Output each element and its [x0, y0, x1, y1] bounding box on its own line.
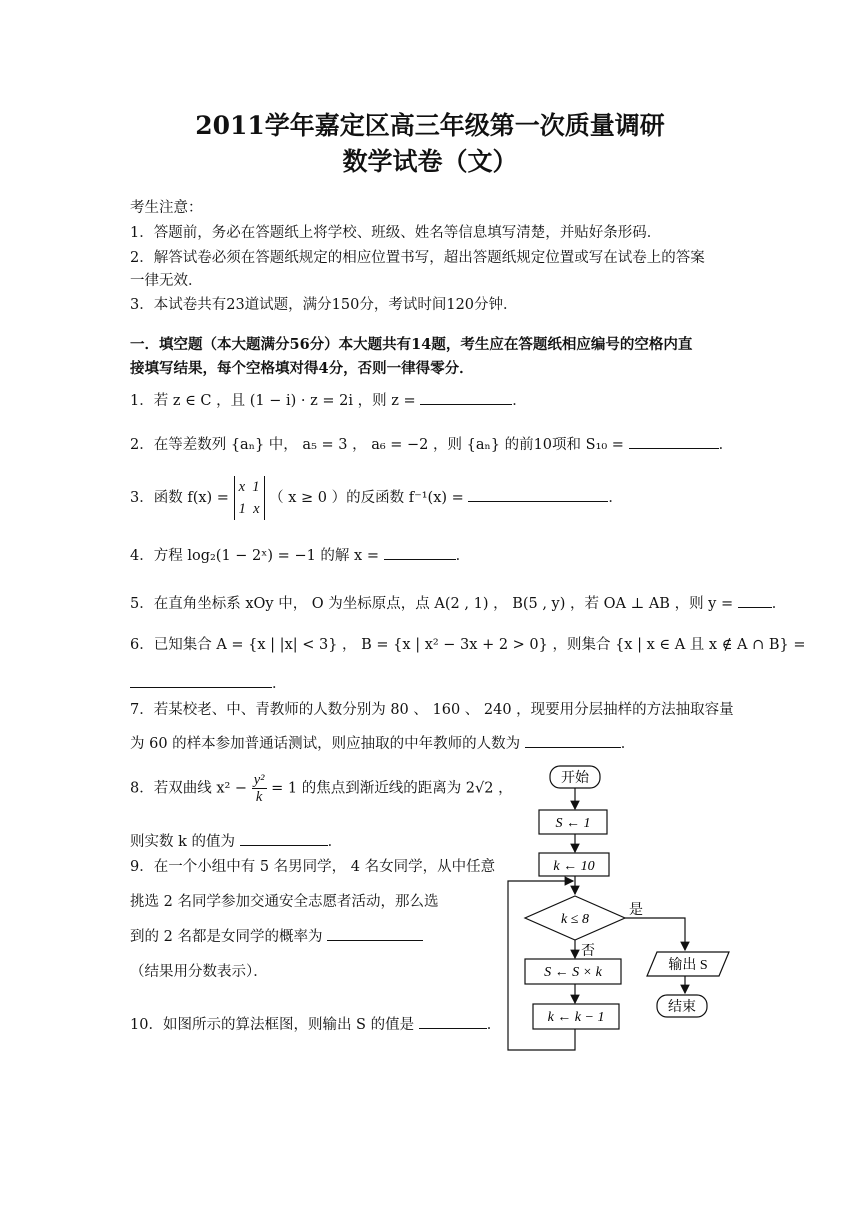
question-8-text-b: = 1 的焦点到渐近线的距离为 2√2 ，: [271, 780, 513, 797]
question-9: 9．在一个小组中有 5 名男同学， 4 名女同学，从中任意: [130, 859, 496, 875]
question-3-text-a: 3．函数 f(x) =: [130, 490, 229, 506]
question-10: 10．如图所示的算法框图，则输出 S 的值是 ．: [130, 1013, 501, 1034]
flowchart-output-label: 输出 S: [668, 958, 708, 973]
notice-item-1: 1．答题前，务必在答题纸上将学校、班级、姓名等信息填写清楚，并贴好条形码．: [130, 225, 662, 241]
question-3-text-b: （ x ≥ 0 ）的反函数 f⁻¹(x) =: [269, 490, 464, 506]
question-8-cont: 则实数 k 的值为 ．: [130, 830, 342, 851]
question-9-text: 到的 2 名都是女同学的概率为: [130, 929, 323, 945]
question-4: 4．方程 log₂(1 − 2ˣ) = −1 的解 x = ．: [130, 544, 470, 565]
flowchart-condition-label: k ≤ 8: [561, 912, 589, 927]
flowchart-step1-label: S ← S × k: [544, 965, 602, 980]
answer-blank-1: [420, 390, 512, 405]
determinant-row-2: 1 x: [238, 501, 260, 517]
question-7-cont: 为 60 的样本参加普通话测试，则应抽取的中年教师的人数为 ．: [130, 732, 635, 753]
question-2: 2．在等差数列 {aₙ} 中， a₅ = 3 ， a₆ = −2 ，则 {aₙ} 的前10项和 S₁₀ = ．: [130, 433, 733, 454]
question-9-line-2: 挑选 2 名同学参加交通安全志愿者活动，那么选: [130, 894, 439, 910]
flowchart-no-label: 否: [581, 944, 595, 959]
question-5: 5．在直角坐标系 xOy 中， O 为坐标原点，点 A(2 , 1) ， B(5 , y) ，若 OA ⊥ AB ，则 y = ．: [130, 592, 786, 613]
question-9-line-4: （结果用分数表示）．: [130, 964, 268, 980]
question-3: 3．函数 f(x) = x 1 1 x （ x ≥ 0 ）的反函数 f⁻¹(x) = ．: [130, 476, 623, 520]
question-6-answer: ．: [130, 672, 287, 693]
page-subtitle: 数学试卷（文）: [342, 147, 518, 176]
notice-item-3: 3．本试卷共有23道试题，满分150分，考试时间120分钟．: [130, 297, 518, 313]
question-2-text: 2．在等差数列 {aₙ} 中， a₅ = 3 ， a₆ = −2 ，则 {aₙ} 的前10项和 S₁₀ =: [130, 437, 624, 453]
question-9-line-3: [130, 925, 423, 946]
answer-blank-2: [629, 434, 719, 449]
answer-blank-3: [468, 487, 608, 502]
question-6: [130, 633, 806, 654]
answer-blank-5: [738, 593, 772, 608]
question-8-text-c: 则实数 k 的值为: [130, 834, 236, 850]
section1-instructions-cont: 接填写结果，每个空格填对得4分，否则一律得零分．: [130, 360, 474, 377]
fraction-denominator: k: [255, 789, 263, 805]
flowchart-step2-label: k ← k − 1: [547, 1010, 605, 1025]
question-6-text: 6．已知集合 A = {x | |x| < 3} ， B = {x | x² − 3x + 2 > 0} ，则集合 {x | x ∈ A 且 x ∉ A ∩ B} =: [130, 637, 806, 653]
flowchart-end-label: 结束: [668, 1000, 696, 1015]
question-7: 7．若某校老、中、青教师的人数分别为 80 、 160 、 240 ，现要用分层抽样的方法抽取容量: [130, 702, 734, 718]
section1-instructions: 一．填空题（本大题满分56分）本大题共有14题，考生应在答题纸相应编号的空格内直: [130, 336, 693, 353]
notice-item-2-cont: 一律无效．: [130, 273, 203, 289]
answer-blank-9: [327, 926, 423, 941]
flowchart-yes-label: 是: [629, 903, 643, 918]
answer-blank-10: [419, 1014, 487, 1029]
page-title: 2011学年嘉定区高三年级第一次质量调研: [195, 111, 665, 140]
question-10-text: 10．如图所示的算法框图，则输出 S 的值是: [130, 1017, 415, 1033]
flowchart-start-label: 开始: [561, 771, 589, 786]
notice-item-2: 2．解答试卷必须在答题纸规定的相应位置书写，超出答题纸规定位置或写在试卷上的答案: [130, 250, 705, 266]
answer-blank-4: [384, 545, 456, 560]
notice-heading: 考生注意：: [130, 200, 203, 216]
question-5-text: 5．在直角坐标系 xOy 中， O 为坐标原点，点 A(2 , 1) ， B(5 , y) ，若 OA ⊥ AB ，则 y =: [130, 596, 734, 612]
question-1-text: 1．若 z ∈ C ，且 (1 − i) · z = 2i ，则 z =: [130, 393, 416, 409]
question-7-text: 为 60 的样本参加普通话测试，则应抽取的中年教师的人数为: [130, 736, 521, 752]
determinant: [234, 476, 265, 520]
answer-blank-6: [130, 673, 272, 688]
fraction: [252, 772, 267, 805]
question-8-text-a: 8．若双曲线 x² −: [130, 780, 248, 797]
flowchart-init-k-label: k ← 10: [553, 859, 595, 874]
determinant-row-1: x 1: [238, 479, 260, 495]
question-8: [130, 772, 513, 805]
answer-blank-7: [525, 733, 621, 748]
flowchart-init-s-label: S ← 1: [555, 816, 591, 831]
question-4-text: 4．方程 log₂(1 − 2ˣ) = −1 的解 x =: [130, 548, 379, 564]
question-1: 1．若 z ∈ C ，且 (1 − i) · z = 2i ，则 z = ．: [130, 389, 527, 410]
flowchart-yes-arrow: [625, 918, 685, 950]
fraction-numerator: y²: [253, 772, 265, 788]
answer-blank-8: [240, 831, 328, 846]
algorithm-flowchart: [495, 760, 745, 1060]
